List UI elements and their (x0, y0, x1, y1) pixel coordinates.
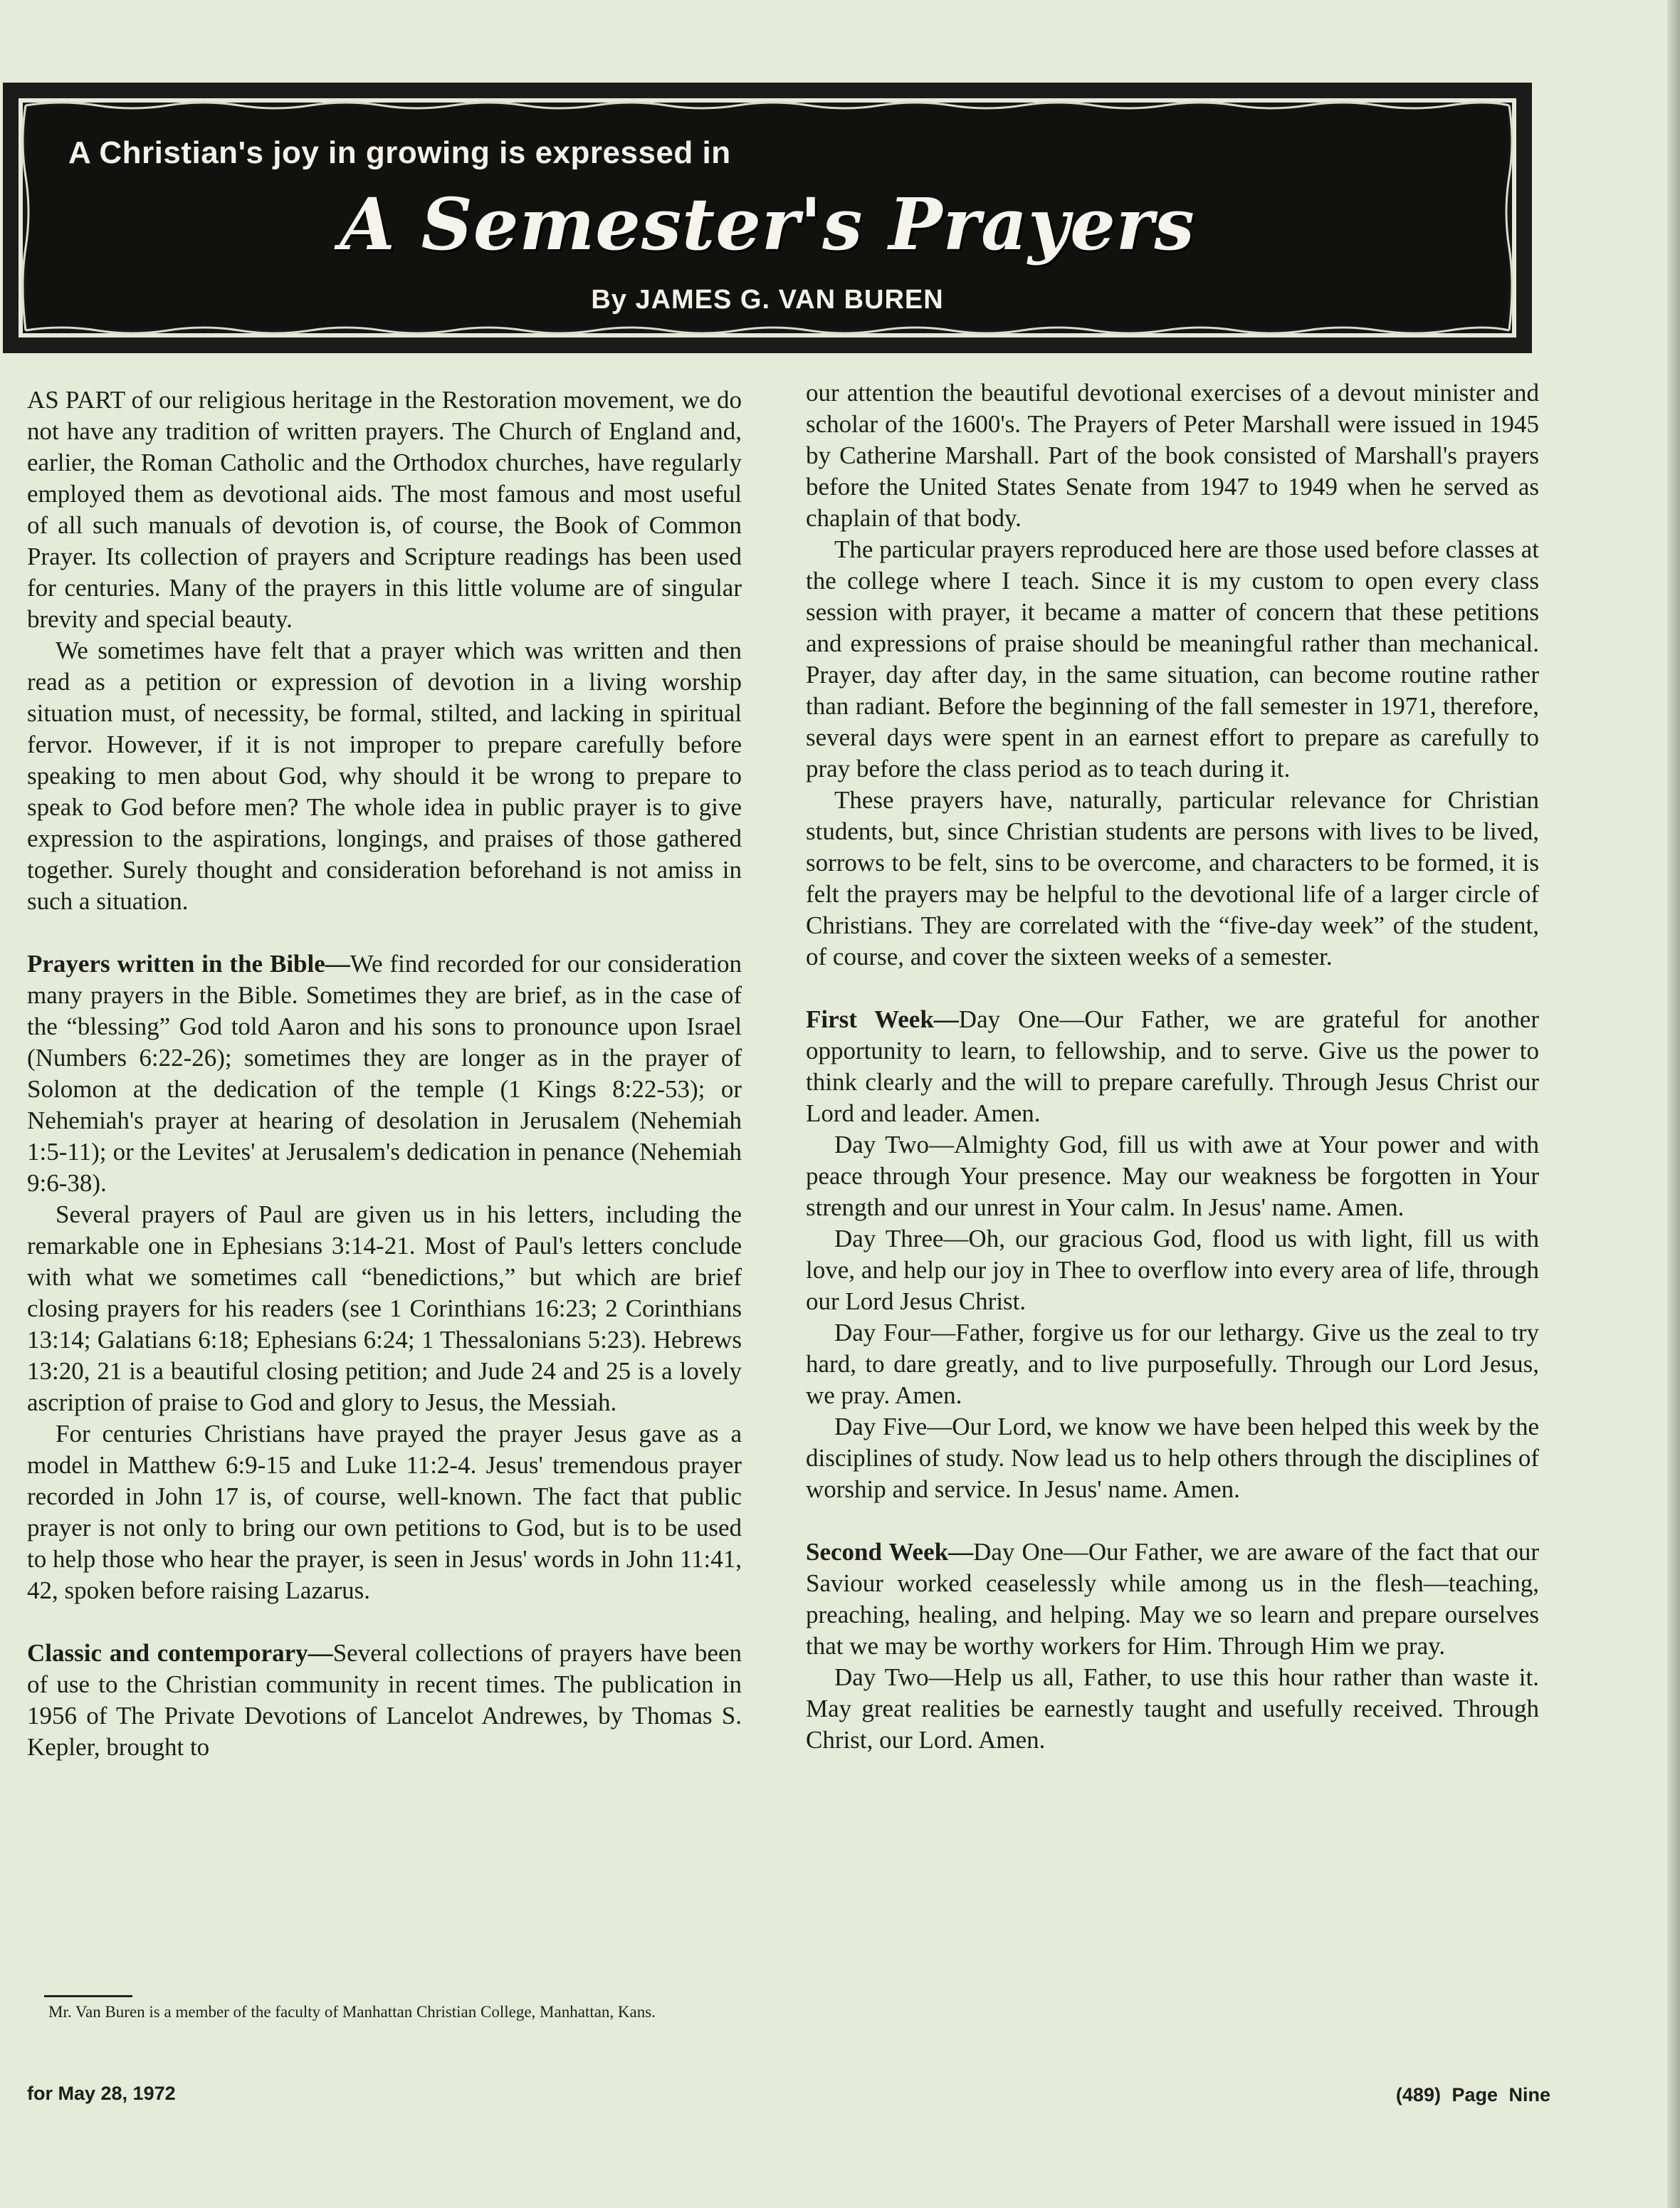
paragraph: Day Two—Almighty God, fill us with awe at Your power and with peace through Your presence. May our weakness be forgotten in Your strength and our unrest in Your calm. In Jesus' name. Amen. (806, 1131, 1539, 1221)
paragraph: We sometimes have felt that a prayer which was written and then read as a petition or expression of devotion in a living worship situation must, of necessity, be formal, stilted, and lacking in spiritual fervor. However, if it is not improper to prepare carefully before speaking to men about God, why should it be wrong to prepare to speak to God before men? The whole idea in public prayer is to give expression to the aspirations, longings, and praises of those gathered together. Surely thought and consideration beforehand is not amiss in such a situation. (27, 637, 742, 915)
paragraph: These prayers have, naturally, particular relevance for Christian students, but, since Christian students are persons with lives to be lived, sorrows to be felt, sins to be overcome, and characters to be formed, it is felt the prayers may be helpful to the devotional life of a larger circle of Christians. They are correlated with the “five-day week” of the student, of course, and cover the sixteen weeks of a semester. (806, 786, 1539, 970)
section-heading: Classic and contemporary— (27, 1639, 333, 1667)
author-byline: By JAMES G. VAN BUREN (591, 285, 944, 315)
paragraph: Day Five—Our Lord, we know we have been helped this week by the disciplines of study. Now lead us to help others through the disciplines of worship and service. In Jesus' name. Amen. (806, 1413, 1539, 1503)
author-footnote: Mr. Van Buren is a member of the faculty of Manhattan Christian College, Manhattan, Kans. (48, 2003, 656, 2021)
paragraph: Day Two—Help us all, Father, to use this hour rather than waste it. May great realities be earnestly taught and usefully received. Through Christ, our Lord. Amen. (806, 1663, 1539, 1754)
page-title: A Semester's Prayers (340, 182, 1195, 266)
header-kicker: A Christian's joy in growing is expressed in (68, 135, 731, 170)
title-banner (3, 83, 1532, 353)
paragraph: AS PART of our religious heritage in the Restoration movement, we do not have any tradition of written prayers. The Church of England and, earlier, the Roman Catholic and the Orthodox churches, have regularly employed them as devotional aids. The most famous and most useful of all such manuals of devotion is, of course, the Book of Common Prayer. Its collection of prayers and Scripture readings has been used for centuries. Many of the prayers in this little volume are of singular brevity and special beauty. (27, 386, 742, 633)
page-edge (1667, 0, 1680, 2208)
section-heading: Second Week— (806, 1538, 974, 1566)
footer-date: for May 28, 1972 (27, 2083, 176, 2104)
paragraph: Day Three—Oh, our gracious God, flood us with light, fill us with love, and help our joy in Thee to overflow into every area of life, through our Lord Jesus Christ. (806, 1225, 1539, 1315)
section-heading: First Week— (806, 1005, 959, 1033)
section-paragraph: Prayers written in the Bible—We find recorded for our consideration many prayers in the Bible. Sometimes they are brief, as in the case of the “blessing” God told Aaron and his sons to pronounce upon Israel (Numbers 6:22-26); sometimes they are longer as in the prayer of Solomon at the dedication of the temple (1 Kings 8:22-53); or Nehemiah's prayer at hearing of desolation in Jerusalem (Nehemiah 1:5-11); or the Levites' at Jerusalem's dedication in penance (Nehemiah 9:6-38). (27, 950, 742, 1197)
footer-page-number: (489) Page Nine (1395, 2084, 1550, 2105)
footnote-divider (44, 1995, 132, 1997)
paragraph: For centuries Christians have prayed the prayer Jesus gave as a model in Matthew 6:9-15 and Luke 11:2-4. Jesus' tremendous prayer recorded in John 17 is, of course, well-known. The fact that public prayer is not only to bring our own petitions to God, but is to be used to help those who hear the prayer, is seen in Jesus' words in John 11:41, 42, spoken before raising Lazarus. (27, 1420, 742, 1604)
right-column (806, 377, 1539, 1756)
paragraph: Day Four—Father, forgive us for our lethargy. Give us the zeal to try hard, to dare greatly, and to live purposefully. Through our Lord Jesus, we pray. Amen. (806, 1319, 1539, 1409)
section-heading: Prayers written in the Bible— (27, 950, 350, 978)
section-paragraph: Classic and contemporary—Several collections of prayers have been of use to the Christian community in recent times. The publication in 1956 of The Private Devotions of Lancelot Andrewes, by Thomas S. Kepler, brought to (27, 1639, 742, 1761)
paragraph: Several prayers of Paul are given us in his letters, including the remarkable one in Ephesians 3:14-21. Most of Paul's letters conclude with what we sometimes call “benedictions,” but which are brief closing prayers for his readers (see 1 Corinthians 16:23; 2 Corinthians 13:14; Galatians 6:18; Ephesians 6:24; 1 Thessalonians 5:23). Hebrews 13:20, 21 is a beautiful closing petition; and Jude 24 and 25 is a lovely ascription of praise to God and glory to Jesus, the Messiah. (27, 1200, 742, 1416)
section-paragraph: First Week—Day One—Our Father, we are grateful for another opportunity to learn, to fellowship, and to serve. Give us the power to think clearly and the will to prepare carefully. Through Jesus Christ our Lord and leader. Amen. (806, 1005, 1540, 1127)
paragraph: our attention the beautiful devotional exercises of a devout minister and scholar of the 1600's. The Prayers of Peter Marshall were issued in 1945 by Catherine Marshall. Part of the book consisted of Marshall's prayers before the United States Senate from 1947 to 1949 when he served as chaplain of that body. (806, 379, 1539, 532)
section-paragraph: Second Week—Day One—Our Father, we are aware of the fact that our Saviour worked ceaselessly while among us in the flesh—teaching, preaching, healing, and helping. May we so learn and prepare ourselves that we may be worthy workers for Him. Through Him we pray. (806, 1538, 1539, 1660)
paragraph: The particular prayers reproduced here are those used before classes at the college where I teach. Since it is my custom to open every class session with prayer, it became a matter of concern that these petitions and expressions of praise should be meaningful rather than mechanical. Prayer, day after day, in the same situation, can become routine rather than radiant. Before the beginning of the fall semester in 1971, therefore, several days were spent in an earnest effort to prepare as carefully to pray before the class period as to teach during it. (806, 535, 1539, 783)
left-column (27, 384, 742, 1763)
